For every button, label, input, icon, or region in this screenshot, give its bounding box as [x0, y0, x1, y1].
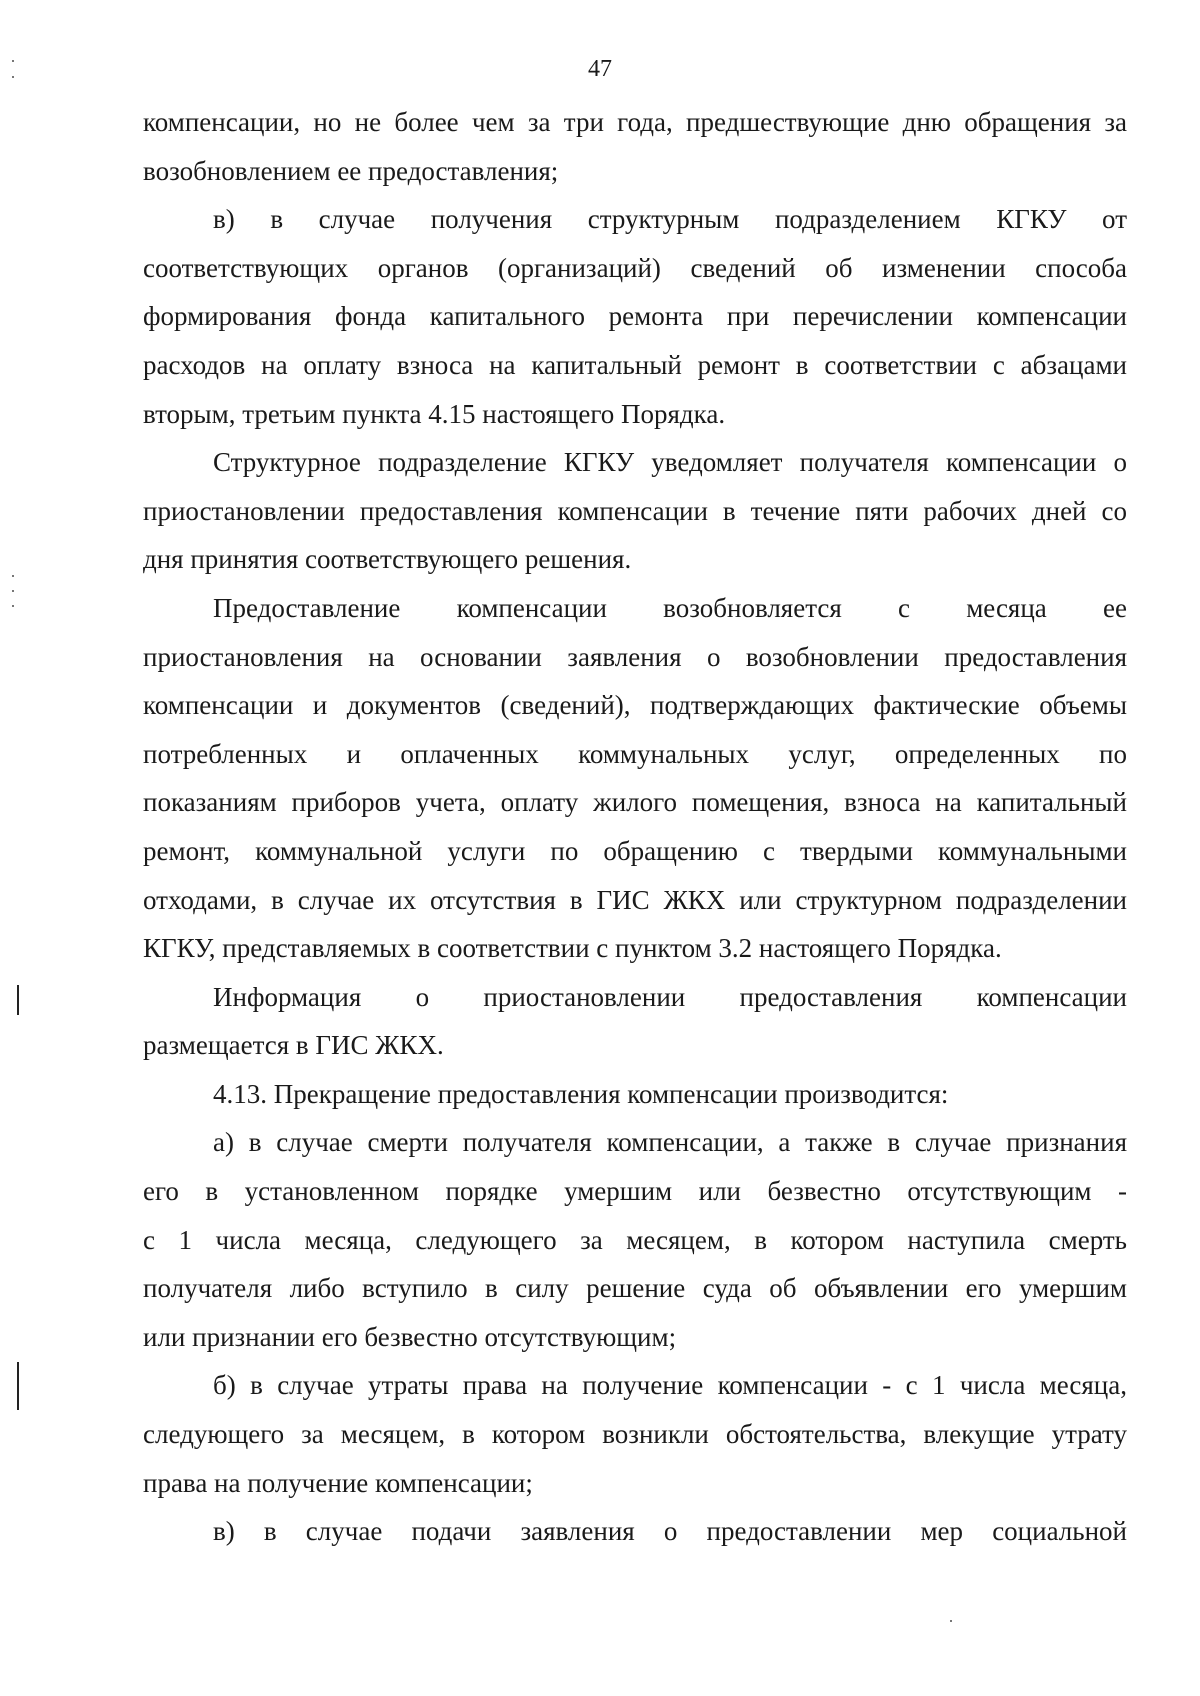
text-line: КГКУ, представляемых в соответствии с пунктом 3.2 настоящего Порядка.	[143, 933, 1002, 964]
text-line: Предоставление компенсации возобновляется с месяца ее	[213, 592, 1127, 623]
page-number: 47	[588, 56, 612, 82]
text-line: вторым, третьим пункта 4.15 настоящего Порядка.	[143, 398, 726, 429]
text-line: Информация о приостановлении предоставления компенсации	[213, 981, 1127, 1012]
text-line: в) в случае подачи заявления о предоставлении мер социальной	[213, 1516, 1127, 1547]
text-line: в) в случае получения структурным подразделением КГКУ от	[213, 204, 1127, 235]
text-line: Структурное подразделение КГКУ уведомляет получателя компенсации о	[213, 447, 1127, 478]
text-line: отходами, в случае их отсутствия в ГИС ЖКХ или структурном подразделении	[143, 884, 1127, 915]
text-line: ремонт, коммунальной услуги по обращению с твердыми коммунальными	[143, 835, 1127, 866]
scan-speck	[12, 605, 14, 607]
text-line: дня принятия соответствующего решения.	[143, 544, 632, 575]
text-line: показаниям приборов учета, оплату жилого помещения, взноса на капитальный	[143, 787, 1127, 818]
scan-speck	[12, 60, 14, 62]
scan-speck	[12, 575, 14, 577]
text-line: 4.13. Прекращение предоставления компенсации производится:	[213, 1078, 949, 1109]
text-line: компенсации, но не более чем за три года, предшествующие дню обращения за	[143, 107, 1127, 137]
scan-speck	[12, 76, 14, 78]
scan-speck	[12, 590, 14, 592]
text-line: права на получение компенсации;	[143, 1467, 533, 1498]
text-line: соответствующих органов (организаций) сведений об изменении способа	[143, 252, 1127, 283]
scan-speck	[950, 1620, 952, 1622]
text-line: возобновлением ее предоставления;	[143, 155, 559, 186]
text-line: приостановлении предоставления компенсации в течение пяти рабочих дней со	[143, 495, 1127, 526]
text-line: а) в случае смерти получателя компенсации, а также в случае признания	[213, 1127, 1127, 1158]
scan-edge-mark	[17, 985, 19, 1015]
text-line: или признании его безвестно отсутствующим;	[143, 1321, 677, 1352]
text-line: формирования фонда капитального ремонта при перечислении компенсации	[143, 301, 1127, 332]
text-line: компенсации и документов (сведений), подтверждающих фактические объемы	[143, 690, 1127, 721]
document-body	[143, 98, 1127, 1556]
text-line: его в установленном порядке умершим или безвестно отсутствующим -	[143, 1176, 1127, 1207]
text-line: следующего за месяцем, в котором возникли обстоятельства, влекущие утрату	[143, 1419, 1127, 1450]
text-line: получателя либо вступило в силу решение суда об объявлении его умершим	[143, 1273, 1127, 1304]
scan-edge-mark	[17, 1362, 19, 1410]
text-line: приостановления на основании заявления о возобновлении предоставления	[143, 641, 1127, 672]
text-line: размещается в ГИС ЖКХ.	[143, 1030, 444, 1061]
text-line: с 1 числа месяца, следующего за месяцем, в котором наступила смерть	[143, 1224, 1127, 1255]
text-line: потребленных и оплаченных коммунальных услуг, определенных по	[143, 738, 1127, 769]
text-line: расходов на оплату взноса на капитальный ремонт в соответствии с абзацами	[143, 349, 1127, 380]
text-line: б) в случае утраты права на получение компенсации - с 1 числа месяца,	[213, 1370, 1127, 1401]
